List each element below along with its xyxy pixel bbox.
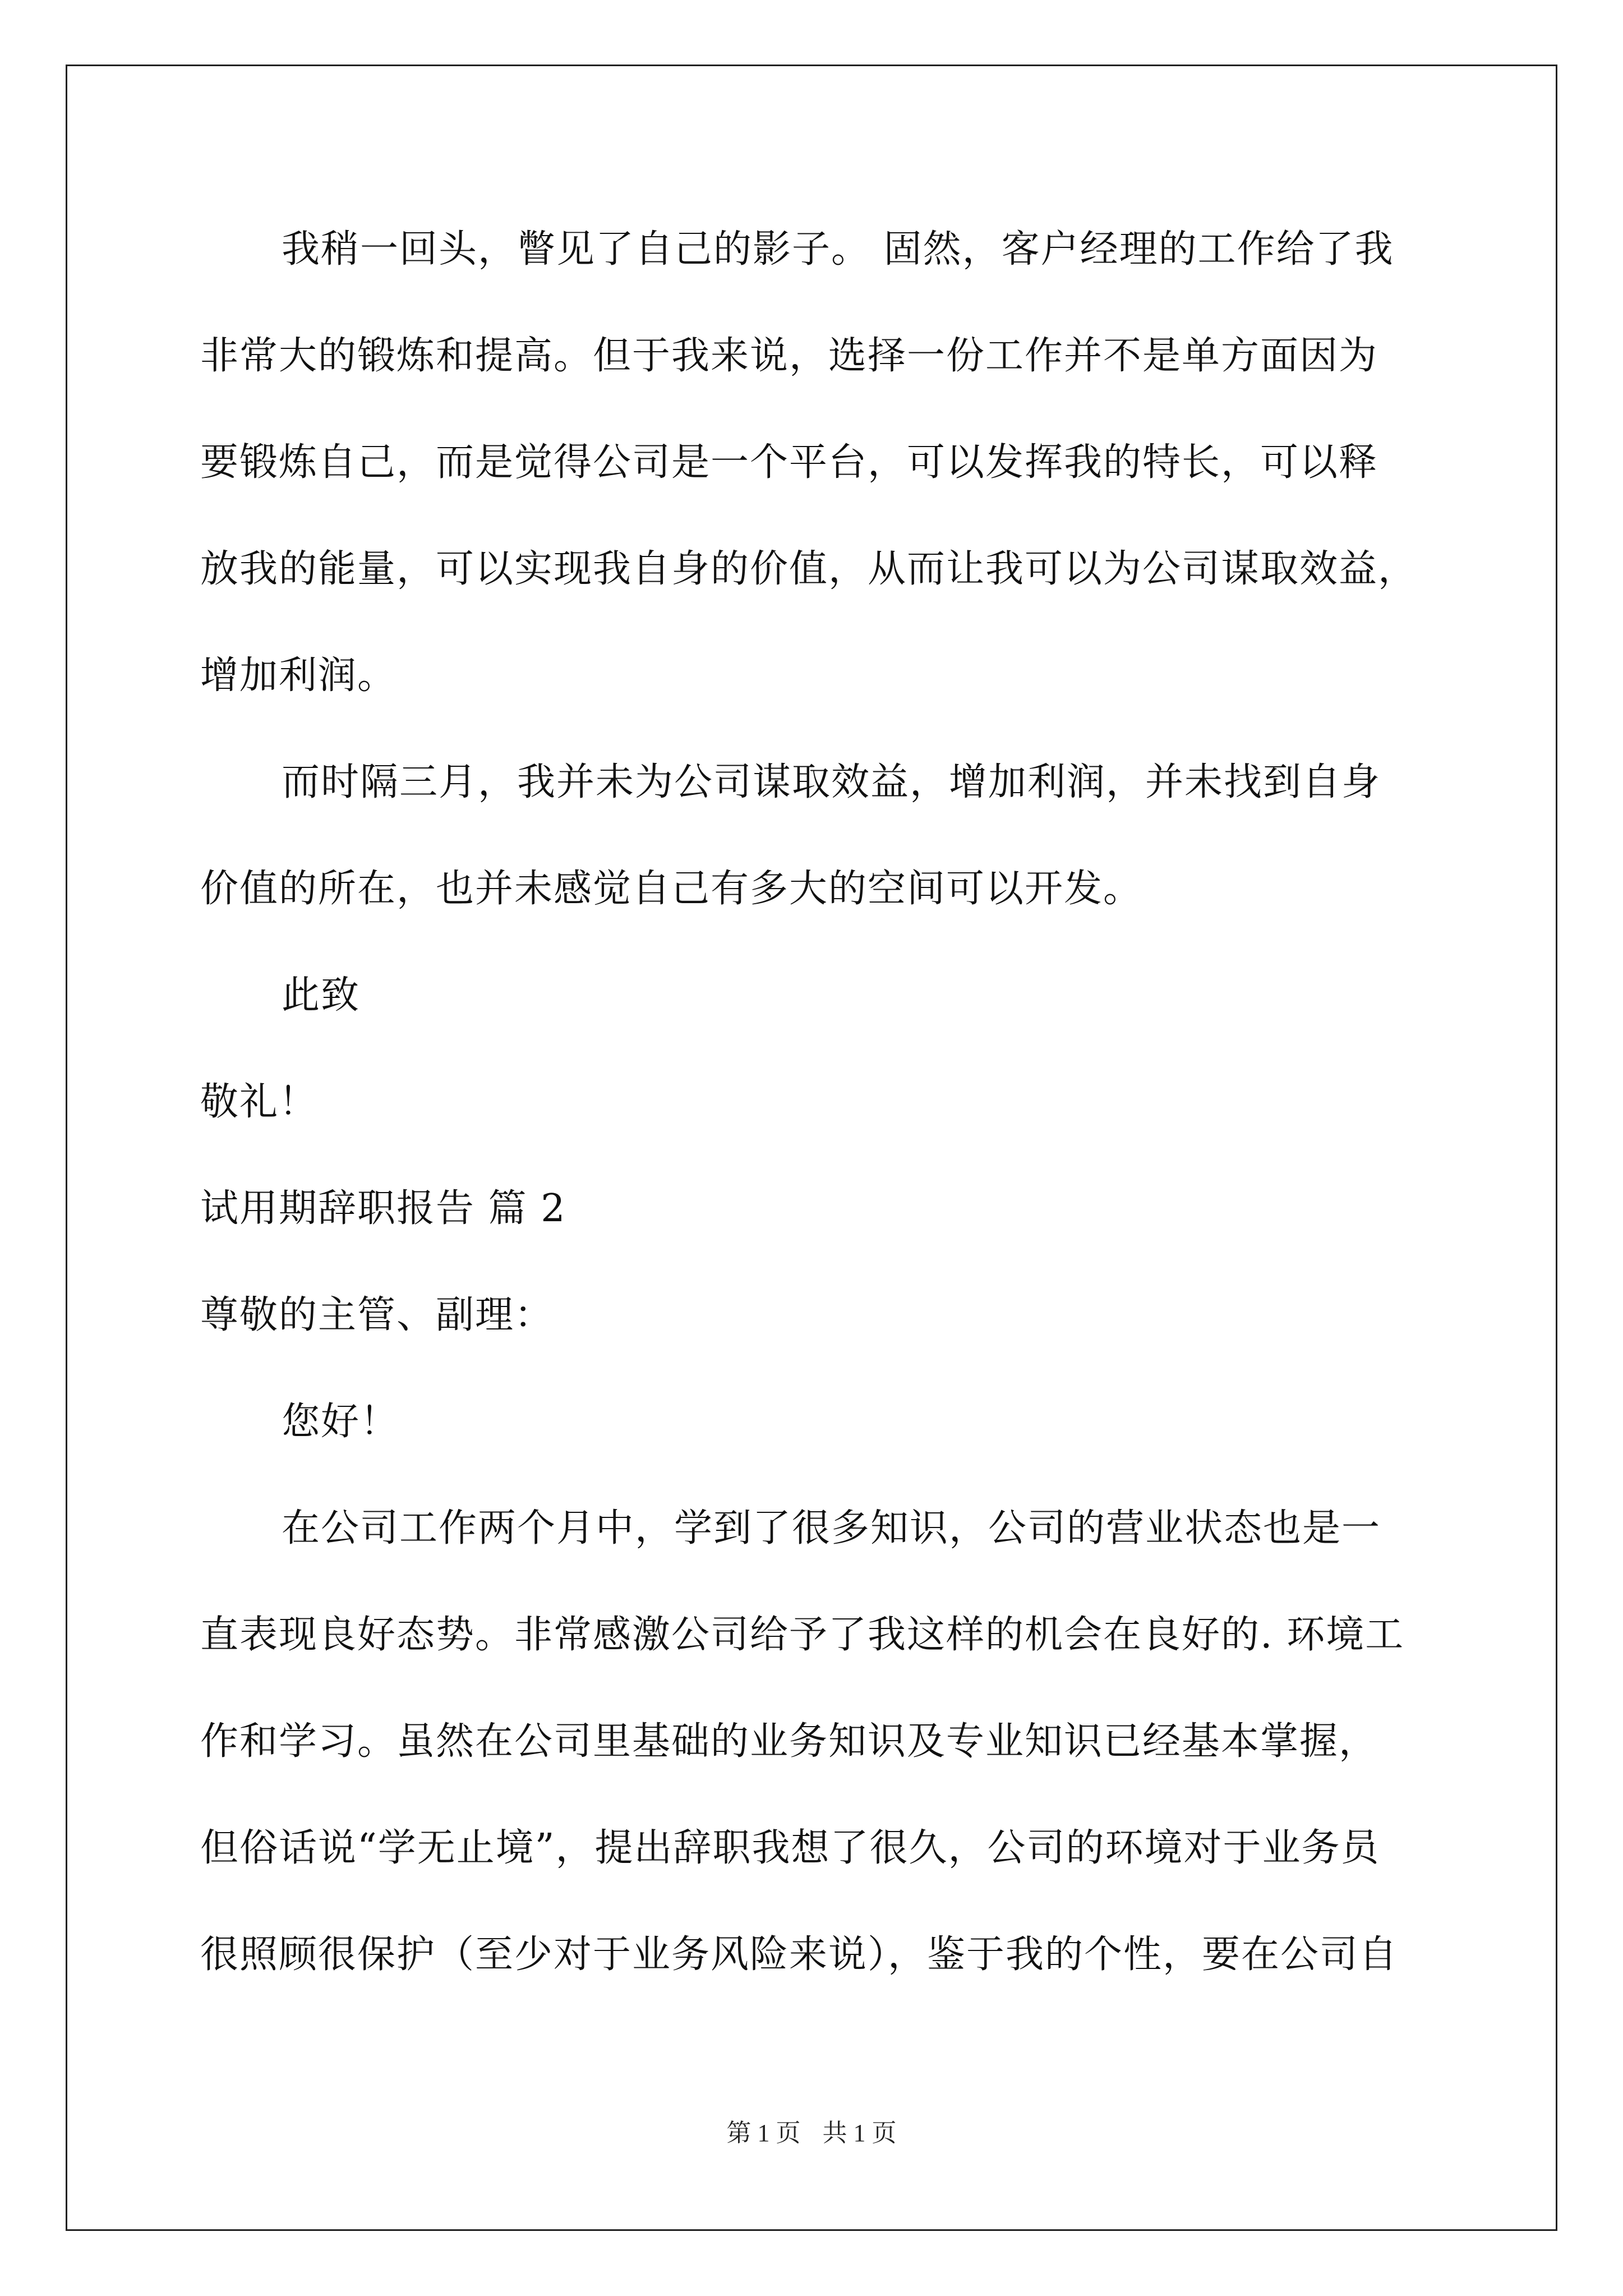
text-line: 我稍一回头，瞥见了自己的影子。 固然，客户经理的工作给了我	[282, 227, 1394, 272]
page-footer	[0, 2118, 1623, 2149]
salutation-close: 敬礼！	[200, 1080, 319, 1124]
greeting: 您好！	[282, 1400, 400, 1444]
text-line: 但俗话说“学无止境”，提出辞职我想了很久，公司的环境对于业务员	[200, 1826, 1380, 1870]
text-line: 价值的所在，也并未感觉自己有多大的空间可以开发。	[200, 867, 1143, 911]
text-line: 要锻炼自己，而是觉得公司是一个平台，可以发挥我的特长，可以释	[200, 440, 1378, 485]
text-line: 增加利润。	[200, 654, 397, 698]
addressee: 尊敬的主管、副理：	[200, 1293, 554, 1337]
text-line: 在公司工作两个月中，学到了很多知识，公司的营业状态也是一	[282, 1506, 1381, 1550]
section-heading: 试用期辞职报告 篇 2	[200, 1186, 566, 1231]
text-line: 非常大的锻炼和提高。但于我来说，选择一份工作并不是单方面因为	[200, 334, 1378, 378]
page-number: 第 1 页	[726, 2119, 801, 2147]
text-line: 放我的能量，可以实现我自身的价值，从而让我可以为公司谋取效益，	[200, 547, 1418, 591]
text-line: 很照顾很保护（至少对于业务风险来说），鉴于我的个性，要在公司自	[200, 1932, 1399, 1977]
text-line: 作和学习。虽然在公司里基础的业务知识及专业知识已经基本掌握，	[200, 1719, 1378, 1764]
text-line: 直表现良好态势。非常感激公司给予了我这样的机会在良好的. 环境工	[200, 1613, 1405, 1657]
page-border	[66, 65, 1557, 2231]
closing-phrase: 此致	[282, 973, 361, 1018]
text-line: 而时隔三月，我并未为公司谋取效益，增加利润，并未找到自身	[282, 760, 1381, 804]
page-total: 共 1 页	[822, 2119, 897, 2147]
